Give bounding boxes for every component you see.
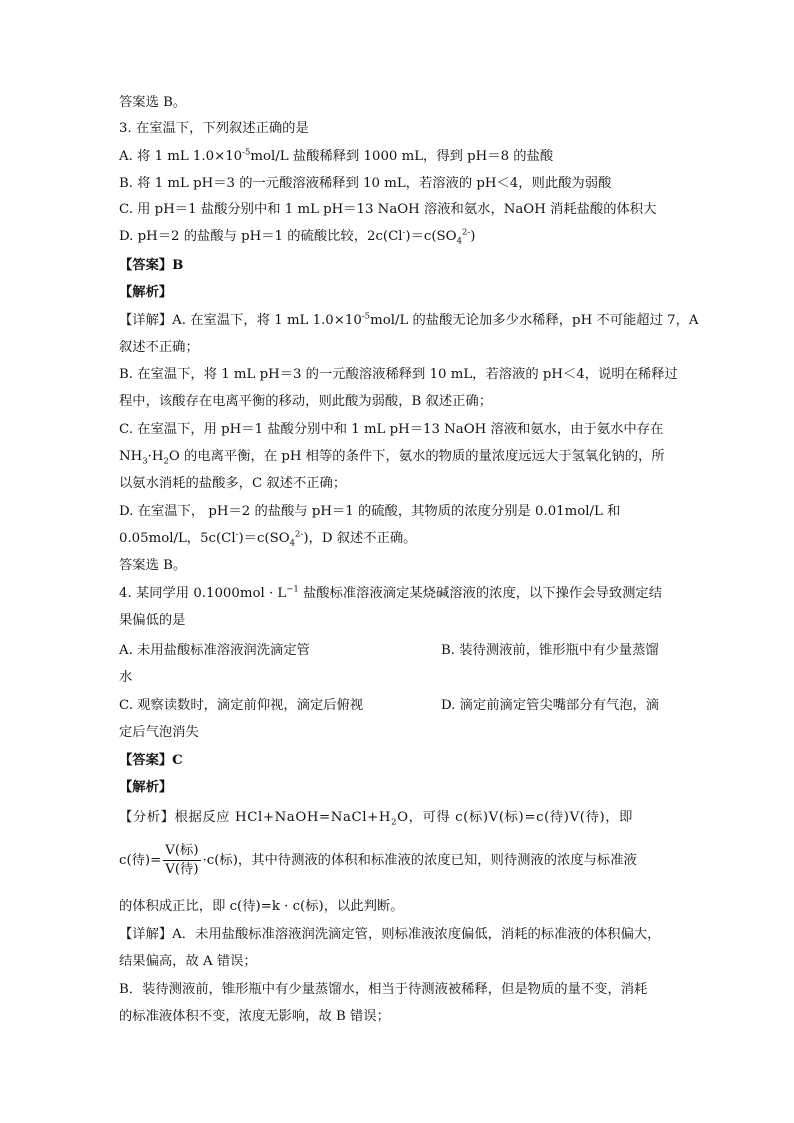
superscript: 2- bbox=[295, 529, 304, 540]
explanation-line: 程中，该酸存在电离平衡的移动，则此酸为弱酸，B 叙述正确； bbox=[119, 394, 493, 409]
subscript: 3 bbox=[142, 456, 148, 467]
superscript: -5 bbox=[242, 147, 251, 158]
superscript: −1 bbox=[286, 584, 299, 595]
analysis-line: 的体积成正比，即 c(待)=k · c(标)，以此判断。 bbox=[119, 899, 404, 914]
answer-line-q2: 答案选 B。 bbox=[119, 95, 187, 110]
text: O，可得 c(标)V(标)=c(待)V(待)，即 bbox=[397, 810, 634, 825]
question-4-option-d-cont: 定后气泡消失 bbox=[119, 725, 199, 740]
superscript: -5 bbox=[361, 311, 371, 322]
text: 【详解】A. 在室温下，将 1 mL 1.0×10 bbox=[119, 313, 362, 328]
question-4-option-b: B. 装待测液前，锥形瓶中有少量蒸馏 bbox=[441, 643, 659, 658]
text: A. 将 1 mL 1.0×10 bbox=[119, 149, 243, 164]
fraction-denominator: V(待) bbox=[165, 862, 199, 877]
superscript: - bbox=[235, 529, 239, 540]
question-4-option-b-cont: 水 bbox=[119, 670, 133, 685]
question-3-option-a bbox=[119, 148, 553, 166]
text: ·H bbox=[147, 449, 164, 464]
explanation-line: 以氨水消耗的盐酸多，C 叙述不正确； bbox=[119, 476, 347, 491]
explanation-line: C. 在室温下，用 pH＝1 盐酸分别中和 1 mL pH＝13 NaOH 溶液和氨水，由于氨水中存在 bbox=[119, 422, 664, 437]
fraction bbox=[163, 842, 200, 879]
question-3-option-b: B. 将 1 mL pH＝3 的一元酸溶液稀释到 10 mL，若溶液的 pH＜4，则此酸为弱酸 bbox=[119, 176, 612, 191]
fraction-numerator: V(标) bbox=[163, 842, 200, 861]
superscript: 2- bbox=[461, 227, 471, 238]
explanation-line bbox=[119, 312, 698, 330]
answer-heading-q4: 【答案】C bbox=[119, 753, 183, 768]
text: D. pH＝2 的盐酸与 pH＝1 的硫酸比较，2c(Cl bbox=[119, 229, 403, 244]
detail-line: B．装待测液前，锥形瓶中有少量蒸馏水，相当于待测液被稀释，但是物质的量不变，消耗 bbox=[119, 982, 648, 997]
text: ) bbox=[470, 229, 476, 244]
answer-line-q3: 答案选 B。 bbox=[119, 558, 187, 573]
analysis-heading-q4: 【解析】 bbox=[119, 780, 173, 795]
text: mol/L 的盐酸无论加多少水稀释，pH 不可能超过 7，A bbox=[370, 313, 699, 328]
text: c(待)= bbox=[119, 853, 162, 868]
question-4-option-a: A. 未用盐酸标准溶液润洗滴定管 bbox=[119, 643, 310, 658]
text: mol/L 盐酸稀释到 1000 mL，得到 pH＝8 的盐酸 bbox=[250, 149, 554, 164]
answer-heading-q3: 【答案】B bbox=[119, 258, 184, 273]
explanation-line bbox=[119, 448, 665, 466]
question-3-stem: 3. 在室温下，下列叙述正确的是 bbox=[119, 121, 309, 136]
text: ·c(标)，其中待测液的体积和标准液的浓度已知，则待测液的浓度与标准液 bbox=[202, 853, 637, 868]
text: NH bbox=[119, 449, 143, 464]
question-3-option-d bbox=[119, 228, 475, 246]
explanation-line bbox=[119, 530, 416, 548]
superscript: - bbox=[402, 227, 406, 238]
text: )＝c(SO bbox=[405, 229, 457, 244]
explanation-line: 叙述不正确； bbox=[119, 340, 199, 355]
subscript: 4 bbox=[456, 236, 462, 247]
text: )＝c(SO bbox=[238, 531, 290, 546]
detail-line: 结果偏高，故 A 错误； bbox=[119, 954, 257, 969]
formula-line bbox=[119, 842, 637, 879]
text: 0.05mol/L，5c(Cl bbox=[119, 531, 236, 546]
detail-line: 的标准液体积不变，浓度无影响，故 B 错误； bbox=[119, 1009, 390, 1024]
text: 4. 某同学用 0.1000mol · L bbox=[119, 586, 287, 601]
analysis-heading-q3: 【解析】 bbox=[119, 285, 173, 300]
subscript: 4 bbox=[289, 538, 296, 549]
subscript: 2 bbox=[163, 456, 169, 467]
question-4-option-d: D. 滴定前滴定管尖嘴部分有气泡，滴 bbox=[441, 698, 660, 713]
explanation-line: B. 在室温下，将 1 mL pH＝3 的一元酸溶液稀释到 10 mL，若溶液的 pH＜4，说明在稀释过 bbox=[119, 367, 678, 382]
question-4-stem-cont: 果偏低的是 bbox=[119, 613, 186, 628]
detail-line: 【详解】A．未用盐酸标准溶液润洗滴定管，则标准液浓度偏低，消耗的标准液的体积偏大， bbox=[119, 927, 661, 942]
text: O 的电离平衡，在 pH 相等的条件下，氨水的物质的量浓度远远大于氢氧化钠的，所 bbox=[168, 449, 665, 464]
analysis-line bbox=[119, 809, 633, 827]
text: )，D 叙述不正确。 bbox=[303, 531, 417, 546]
question-4-option-c: C. 观察读数时，滴定前仰视，滴定后俯视 bbox=[119, 698, 364, 713]
text: 【分析】根据反应 HCl+NaOH=NaCl+H bbox=[119, 810, 392, 825]
question-4-stem bbox=[119, 585, 662, 603]
subscript: 2 bbox=[391, 817, 398, 828]
text: 盐酸标准溶液滴定某烧碱溶液的浓度，以下操作会导致测定结 bbox=[298, 586, 663, 601]
explanation-line: D. 在室温下， pH＝2 的盐酸与 pH＝1 的硫酸，其物质的浓度分别是 0.01mol/L 和 bbox=[119, 504, 621, 519]
question-3-option-c: C. 用 pH＝1 盐酸分别中和 1 mL pH＝13 NaOH 溶液和氨水，NaOH 消耗盐酸的体积大 bbox=[119, 202, 657, 217]
